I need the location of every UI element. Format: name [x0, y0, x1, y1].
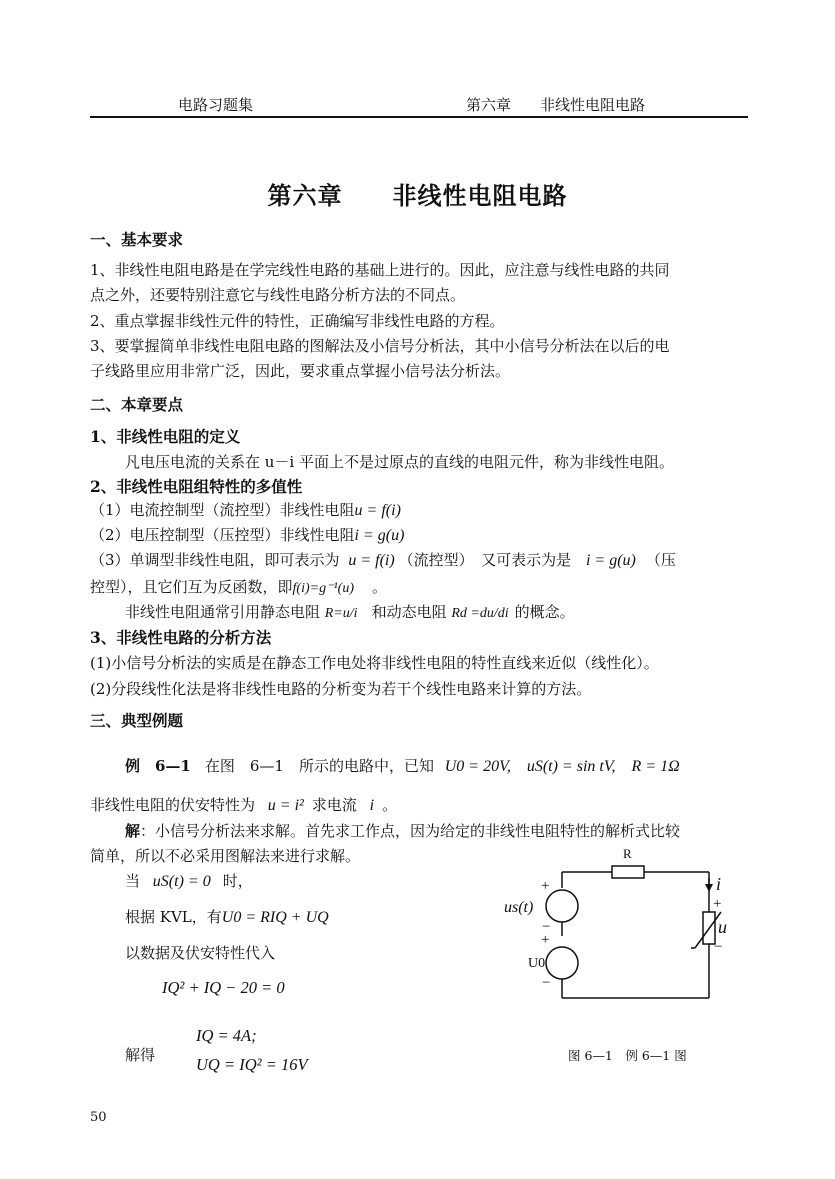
paragraph-1-line-2: 点之外，还要特别注意它与线性电路分析方法的不同点。: [90, 286, 466, 304]
current-arrow-icon: [705, 884, 713, 892]
key2-line-3-c: （压: [645, 551, 676, 569]
circuit-diagram: [490, 840, 750, 1010]
solution-label: 解: [125, 822, 141, 840]
key2-line-2: [90, 524, 404, 545]
label-i: i: [716, 874, 722, 894]
example-given-math: U0 = 20V, uS(t) = sin tV, R = 1Ω: [444, 758, 680, 775]
key3-heading: 3、非线性电路的分析方法: [90, 628, 272, 647]
key3-line-2: (2)分段线性化法是将非线性电路的分析变为若干个线性电路来计算的方法。: [90, 680, 592, 698]
section-heading-examples: 三、典型例题: [90, 711, 184, 730]
u-minus-sign: −: [714, 939, 723, 955]
us-plus-sign: +: [541, 878, 550, 894]
key2-line-4-math: f(i)=g⁻¹(u): [292, 581, 354, 596]
kvl-math: U0 = RIQ + UQ: [221, 909, 329, 926]
key2-line-5-a: 非线性电阻通常引用静态电阻: [125, 603, 321, 621]
page-number: 50: [90, 1110, 107, 1125]
source-us: [546, 890, 578, 922]
key2-line-1: [90, 499, 401, 520]
paragraph-2: 2、重点掌握非线性元件的特性，正确编写非线性电路的方程。: [90, 312, 505, 330]
example-l2-i: i: [369, 797, 375, 814]
section-heading-key-points: 二、本章要点: [90, 395, 184, 414]
result-current: IQ = 4A;: [196, 1026, 257, 1045]
label-R: R: [623, 846, 632, 861]
key2-line-3-b: （流控型） 又可表示为是: [398, 551, 572, 569]
key2-line-4-a: 控型），且它们互为反函数，即: [90, 578, 293, 596]
U0-minus-sign: −: [542, 975, 551, 991]
u-plus-sign: +: [713, 896, 722, 912]
key2-line-5-math1: R=u/i: [324, 606, 358, 621]
example-line-1: [125, 753, 680, 776]
source-U0: [546, 947, 578, 979]
page-title: 第六章 非线性电阻电路: [267, 181, 568, 210]
kvl-line: [125, 906, 329, 927]
result-voltage: UQ = IQ² = 16V: [196, 1055, 308, 1074]
when-line: [125, 870, 253, 891]
us-minus-sign: −: [542, 919, 551, 935]
key1-text: 凡电压电流的关系在 u－i 平面上不是过原点的直线的电阻元件，称为非线性电阻。: [125, 453, 674, 471]
equation-quadratic: IQ² + IQ − 20 = 0: [162, 978, 285, 997]
key2-line-3-math1: u = f(i): [348, 552, 395, 569]
example-l2-a: 非线性电阻的伏安特性为: [90, 796, 256, 814]
section-heading-requirements: 一、基本要求: [90, 230, 184, 249]
paragraph-3-line-1: 3、要掌握简单非线性电阻电路的图解法及小信号分析法，其中小信号分析法在以后的电: [90, 337, 670, 355]
label-us: us(t): [504, 899, 534, 916]
figure-caption: 图 6—1 例 6—1 图: [568, 1048, 687, 1063]
when-b: 时，: [222, 872, 253, 890]
label-u: u: [718, 917, 727, 937]
substitute-line: 以数据及伏安特性代入: [125, 944, 276, 962]
key3-line-1: (1)小信号分析法的实质是在静态工作电处将非线性电阻的特性直线来近似（线性化）。: [90, 654, 659, 672]
header-chapter: 第六章: [466, 96, 512, 114]
key2-line-3-a: （3）单调型非线性电阻，即可表示为: [90, 551, 340, 569]
example-l2-b: 求电流: [311, 796, 357, 814]
when-math: uS(t) = 0: [152, 873, 211, 890]
example-l2-c: 。: [382, 796, 398, 814]
solution-line-2: 简单，所以不必采用图解法来进行求解。: [90, 847, 361, 865]
example-text: 在图 6—1 所示的电路中，已知: [204, 757, 434, 775]
key2-line-2-text: （2）电压控制型（压控型）非线性电阻: [90, 526, 355, 544]
U0-plus-sign: +: [541, 932, 550, 948]
header-left: 电路习题集: [178, 96, 254, 114]
resistor-R: [612, 866, 644, 878]
header-title: 非线性电阻电路: [540, 96, 646, 114]
paragraph-3-line-2: 子线路里应用非常广泛，因此，要求重点掌握小信号法分析法。: [90, 362, 511, 380]
key2-line-5-b: 和动态电阻: [371, 603, 447, 621]
key2-line-4: [90, 576, 387, 597]
key2-line-1-text: （1）电流控制型（流控型）非线性电阻: [90, 501, 355, 519]
key2-heading: 2、非线性电阻组特性的多值性: [90, 477, 303, 496]
example-label: 例 6—1: [125, 757, 191, 775]
solution-text-1: ：小信号分析法来求解。首先求工作点，因为给定的非线性电阻特性的解析式比较: [140, 822, 681, 840]
key2-line-1-math: u = f(i): [354, 502, 401, 519]
key2-line-5: [125, 601, 575, 622]
key2-line-5-c: 的概念。: [514, 603, 575, 621]
header-rule: [90, 116, 748, 118]
key2-line-3-math2: i = g(u): [585, 552, 636, 569]
example-line-2: [90, 794, 397, 815]
solve-label: 解得: [125, 1046, 156, 1064]
key2-line-5-math2: Rd =du/di: [451, 606, 509, 621]
key2-line-4-b: 。: [371, 578, 387, 596]
solution-line-1: [125, 820, 680, 841]
paragraph-1-line-1: 1、非线性电阻电路是在学完线性电路的基础上进行的。因此，应注意与线性电路的共同: [90, 261, 670, 279]
key2-line-3: [90, 549, 676, 570]
kvl-text: 根据 KVL，有: [125, 908, 222, 926]
when-a: 当: [125, 872, 141, 890]
label-U0: U0: [528, 956, 546, 971]
example-l2-math: u = i²: [267, 797, 304, 814]
key2-line-2-math: i = g(u): [354, 527, 405, 544]
key1-heading: 1、非线性电阻的定义: [90, 427, 241, 446]
